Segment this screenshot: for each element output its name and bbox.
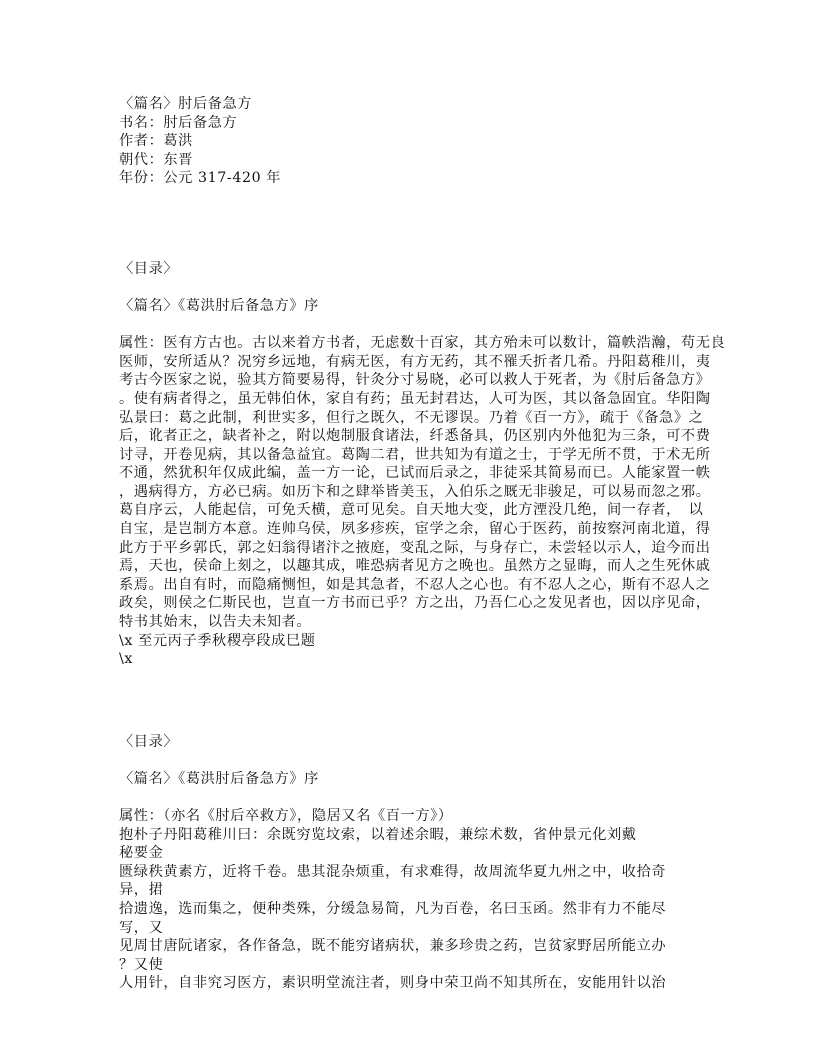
section-2-body: [119, 807, 719, 993]
body-line: 弘景曰：葛之此制，利世实多，但行之既久，不无谬误。乃着《百一方》，疏于《备急》之: [119, 409, 704, 426]
toc-label: 〈目录〉: [119, 260, 179, 277]
body-line: ？又使: [119, 956, 164, 973]
header-title: 〈篇名〉肘后备急方: [119, 96, 253, 112]
document-page: [119, 95, 726, 993]
body-line: 自宝，是岂制方本意。连帅乌侯，夙多疹疾，宦学之余，留心于医药，前按察河南北道，得: [119, 521, 711, 538]
body-line: 特书其始末，以告夫未知者。: [119, 614, 312, 631]
body-line: 人用针，自非究习医方，素识明堂流注者，则身中荣卫尚不知其所在，安能用针以治: [119, 975, 667, 992]
body-line: 政矣，则侯之仁斯民也，岂直一方书而已乎？方之出，乃吾仁心之发见者也，因以序见命，: [119, 595, 711, 612]
section-2: [119, 733, 719, 993]
spacer: [119, 788, 719, 807]
body-line: 抱朴子丹阳葛稚川曰：余既穷览坟索，以着述余暇，兼综术数，省仲景元化刘戴: [119, 826, 637, 843]
body-line: 系焉。出自有时，而隐痛恻怛，如是其急者，不忍人之心也。有不忍人之心，斯有不忍人之: [119, 576, 711, 593]
spacer: [119, 669, 719, 725]
spacer: [119, 278, 719, 297]
dynasty: 朝代：东晋: [119, 151, 193, 168]
body-line: 。使有病者得之，虽无韩伯休，家自有药；虽无封君达，人可为医，其以备急固宜。华阳陶: [119, 390, 711, 407]
spacer: [119, 244, 719, 260]
body-line: 见周甘唐阮诸家，各作备急，既不能穷诸病状，兼多珍贵之药，岂贫家野居所能立办: [119, 938, 667, 955]
author: 作者：葛洪: [119, 133, 193, 150]
document-header: [119, 95, 719, 188]
signature-line: \x 至元丙子季秋稷亭段成巳题: [119, 632, 316, 649]
body-line: 后，讹者正之，缺者补之，附以炮制服食诸法，纤悉备具，仍区别内外他犯为三条，可不费: [119, 428, 711, 445]
marker-line: \x: [119, 651, 133, 668]
body-line: 不通，然犹积年仅成此编，盖一方一论，已试而后录之，非徒采其简易而已。人能家置一帙: [119, 465, 711, 482]
body-line: 医师，安所适从？况穷乡远地，有病无医，有方无药，其不罹夭折者几希。丹阳葛稚川，夷: [119, 353, 711, 370]
spacer: [119, 725, 719, 733]
body-line: 考古今医家之说，验其方简要易得，针灸分寸易晓，必可以救人于死者，为《肘后备急方》: [119, 372, 711, 389]
body-line: 此方于平乡郭氏，郭之妇翁得诸汴之掖庭，变乱之际，与身存亡，未尝轻以示人，迨今而出: [119, 539, 711, 556]
body-line: 葛自序云，人能起信，可免夭横，意可见矣。自天地大变，此方湮没几绝，间一存者， 以: [119, 502, 704, 519]
body-line: 拾遗逸，选而集之，便种类殊，分缓急易简，凡为百卷，名曰玉函。然非有力不能尽: [119, 900, 667, 917]
section-1-body: [119, 334, 726, 669]
body-line: 异，捃: [119, 882, 164, 899]
spacer: [119, 316, 719, 335]
section-1: [119, 260, 726, 669]
toc-label: 〈目录〉: [119, 733, 179, 750]
spacer: [119, 751, 719, 770]
body-line: 匮绿秩黄素方，近将千卷。患其混杂烦重，有求难得，故周流华夏九州之中，收拾奇: [119, 863, 667, 880]
body-line: 属性：医有方古也。古以来着方书者，无虑数十百家，其方殆未可以数计，篇帙浩瀚，苟无良: [119, 335, 726, 352]
chapter-title: 〈篇名〉《葛洪肘后备急方》序: [119, 770, 319, 787]
body-line: 讨寻，开卷见病，其以备急益宜。葛陶二君，世共知为有道之士，于学无所不贯，于术无所: [119, 446, 711, 463]
body-line: 写，又: [119, 919, 164, 936]
book-name: 书名：肘后备急方: [119, 114, 238, 131]
body-line: ，遇病得方，方必已病。如历卞和之肆举皆美玉，入伯乐之厩无非骏足，可以易而忽之邪。: [119, 483, 711, 500]
years: 年份：公元 317-420 年: [119, 170, 282, 187]
body-line: 属性：（亦名《肘后卒救方》，隐居又名《百一方》）: [119, 808, 453, 824]
body-line: 焉，天也，侯命上刻之，以趣其成，唯恐病者见方之晚也。虽然方之显晦，而人之生死休戚: [119, 558, 711, 575]
chapter-title: 〈篇名〉《葛洪肘后备急方》序: [119, 297, 319, 314]
spacer: [119, 188, 719, 244]
body-line: 秘要金: [119, 845, 164, 862]
